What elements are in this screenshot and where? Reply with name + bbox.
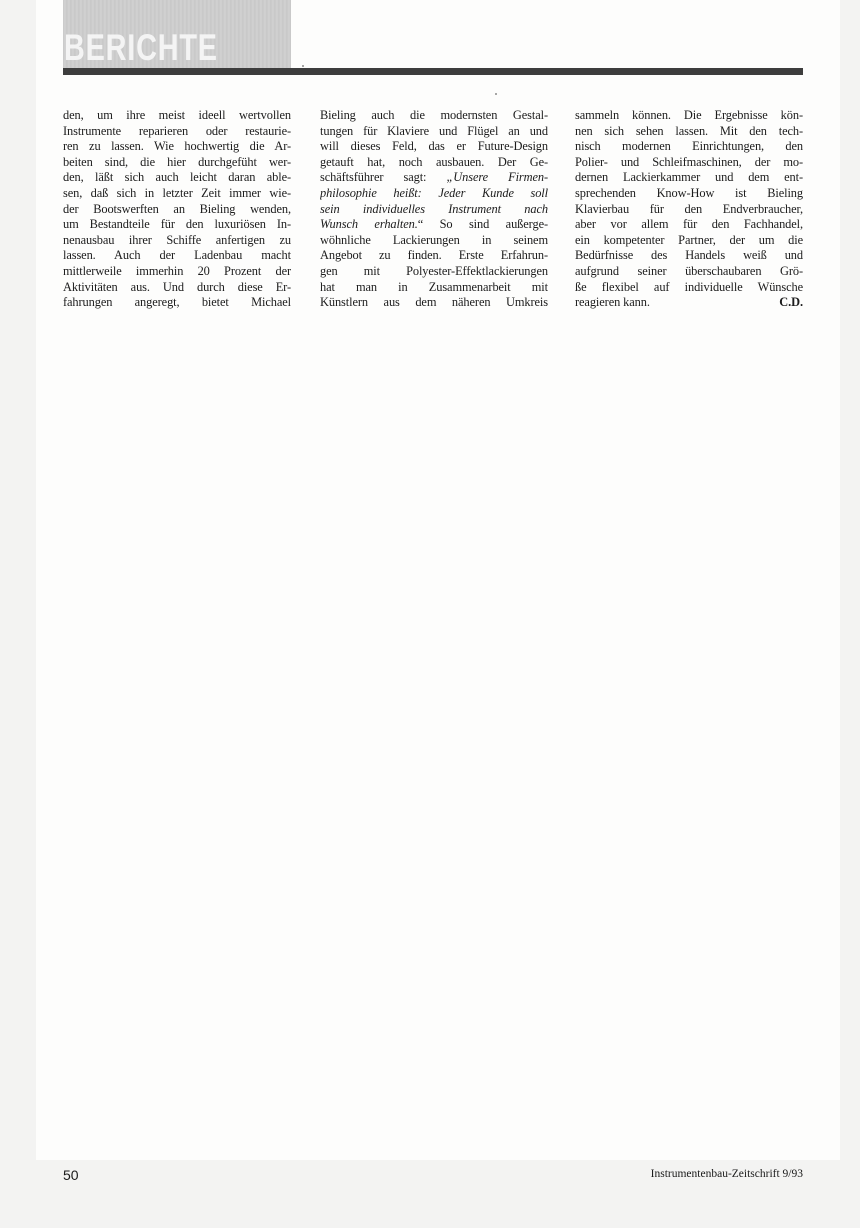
print-speck: [495, 93, 497, 95]
quote-fragment: „Unsere Firmen-: [446, 170, 548, 185]
text-line: getauft hat, noch ausbauen. Der Ge-: [320, 154, 548, 169]
text-line: Polier- und Schleifmaschinen, der mo-: [575, 154, 803, 169]
text-line-final: [575, 295, 803, 311]
text-line-quote-end: [320, 217, 548, 233]
text-line: Klavierbau für den Endverbraucher,: [575, 201, 803, 216]
text-line: Angebot zu finden. Erste Erfahrun-: [320, 248, 548, 263]
text-line: sen, daß sich in letzter Zeit immer wie-: [63, 185, 291, 200]
page-number: 50: [63, 1167, 79, 1183]
article-column-2: [320, 108, 548, 311]
text-line: sammeln können. Die Ergebnisse kön-: [575, 108, 803, 122]
text-line: den, läßt sich auch leicht daran able-: [63, 170, 291, 185]
text-line: aufgrund seiner überschaubaren Grö-: [575, 263, 803, 278]
text-line: Bedürfnisse des Handels weiß und: [575, 248, 803, 263]
section-title: BERICHTE: [64, 27, 218, 68]
text-fragment: “ So sind außerge-: [417, 217, 548, 232]
quote-fragment: Wunsch erhalten.: [320, 217, 418, 232]
print-speck: [302, 65, 304, 67]
journal-issue: Instrumentenbau-Zeitschrift 9/93: [650, 1168, 803, 1180]
text-line: dernen Lackierkammer und dem ent-: [575, 170, 803, 185]
text-line: tungen für Klaviere und Flügel an und: [320, 123, 548, 138]
text-line: Bieling auch die modernsten Gestal-: [320, 108, 548, 122]
author-signature: C.D.: [779, 295, 803, 310]
text-line: nisch modernen Einrichtungen, den: [575, 139, 803, 154]
text-line: mittlerweile immerhin 20 Prozent der: [63, 263, 291, 278]
text-line: gen mit Polyester-Effektlackierungen: [320, 263, 548, 278]
text-line: nen sich sehen lassen. Mit den tech-: [575, 123, 803, 138]
text-line: sprechenden Know-How ist Bieling: [575, 185, 803, 200]
text-line: wöhnliche Lackierungen in seinem: [320, 232, 548, 247]
text-fragment: schäftsführer sagt:: [320, 170, 447, 185]
text-line: will dieses Feld, das er Future-Design: [320, 139, 548, 154]
quote-line: philosophie heißt: Jeder Kunde soll: [320, 185, 548, 200]
header-rule: [63, 68, 803, 75]
text-line: ren zu lassen. Wie hochwertig die Ar-: [63, 139, 291, 154]
text-line: lassen. Auch der Ladenbau macht: [63, 248, 291, 263]
quote-line: sein individuelles Instrument nach: [320, 201, 548, 216]
text-line: nenausbau ihrer Schiffe anfertigen zu: [63, 232, 291, 247]
text-line: Aktivitäten aus. Und durch diese Er-: [63, 279, 291, 294]
text-line: fahrungen angeregt, bietet Michael: [63, 295, 291, 310]
article-column-1: [63, 108, 291, 311]
text-line: ße flexibel auf individuelle Wünsche: [575, 279, 803, 294]
text-line: aber vor allem für den Fachhandel,: [575, 217, 803, 232]
text-line: beiten sind, die hier durchgefüht wer-: [63, 154, 291, 169]
text-line: ein kompetenter Partner, der um die: [575, 232, 803, 247]
text-line: um Bestandteile für den luxuriösen In-: [63, 217, 291, 232]
article-column-3: [575, 108, 803, 311]
text-line: der Bootswerften an Bieling wenden,: [63, 201, 291, 216]
text-line: den, um ihre meist ideell wertvollen: [63, 108, 291, 122]
text-fragment: reagieren kann.: [575, 295, 650, 310]
text-line: hat man in Zusammenarbeit mit: [320, 279, 548, 294]
text-line-quote-start: [320, 170, 548, 186]
text-line: Künstlern aus dem näheren Umkreis: [320, 295, 548, 310]
text-line: Instrumente reparieren oder restaurie-: [63, 123, 291, 138]
